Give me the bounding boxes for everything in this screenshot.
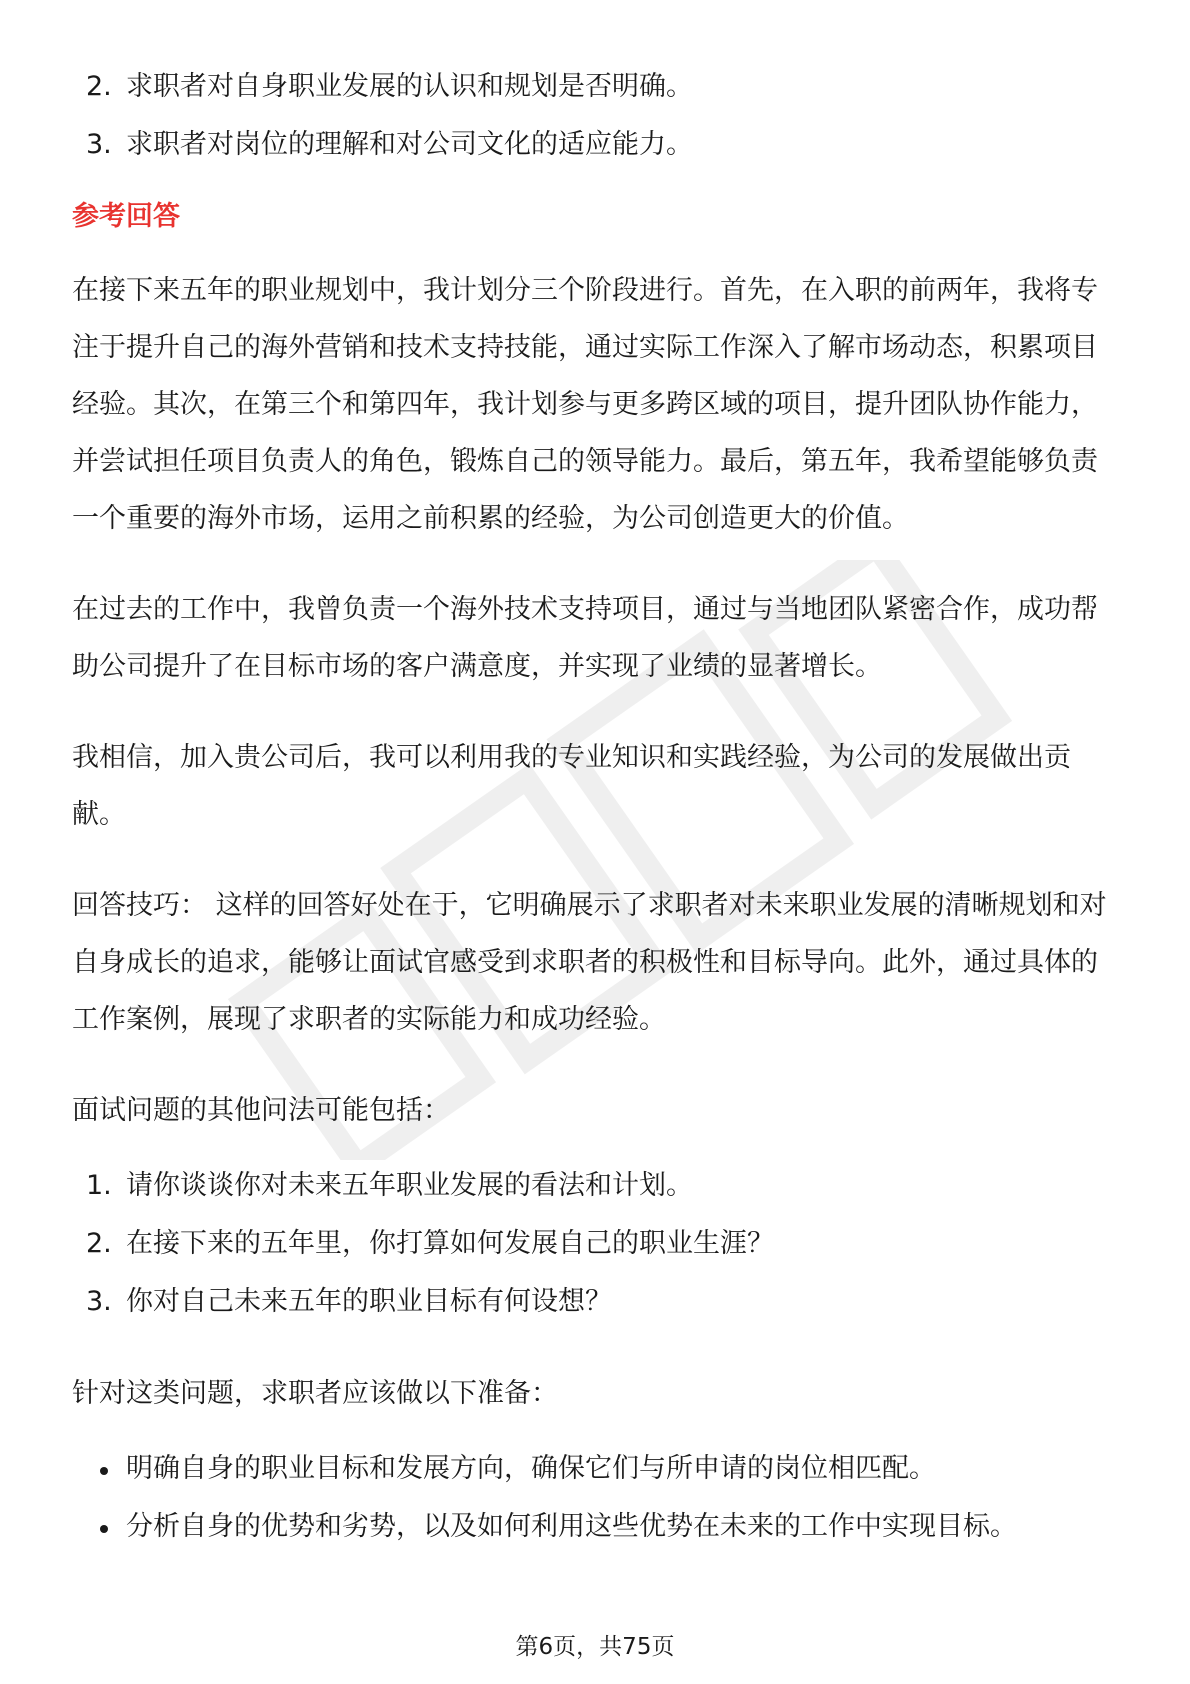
- tips-paragraph: 回答技巧： 这样的回答好处在于，它明确展示了求职者对未来职业发展的清晰规划和对自身成长的追求，能够让面试官感受到求职者的积极性和目标导向。此外，通过具体的工作案例，展现了求职者的实际能力和成功经验。: [72, 890, 1107, 1035]
- list-item: [72, 1273, 1118, 1331]
- bullet-dot-icon: [100, 1525, 108, 1533]
- experience-paragraph: 在过去的工作中，我曾负责一个海外技术支持项目，通过与当地团队紧密合作，成功帮助公司提升了在目标市场的客户满意度，并实现了业绩的显著增长。: [72, 594, 1098, 682]
- bullet-text: 明确自身的职业目标和发展方向，确保它们与所申请的岗位相匹配。: [126, 1453, 936, 1484]
- preparation-bullet-list: [72, 1440, 1118, 1556]
- bullet-item: [72, 1440, 1118, 1498]
- list-item: [72, 1157, 1118, 1215]
- bullet-dot-icon: [100, 1467, 108, 1475]
- list-item: [72, 1215, 1118, 1273]
- preparation-intro: 针对这类问题，求职者应该做以下准备：: [72, 1378, 558, 1409]
- list-item-number: 3.: [86, 1286, 112, 1317]
- answer-paragraph: 在接下来五年的职业规划中，我计划分三个阶段进行。首先，在入职的前两年，我将专注于提升自己的海外营销和技术支持技能，通过实际工作深入了解市场动态，积累项目经验。其次，在第三个和第四年，我计划参与更多跨区域的项目，提升团队协作能力，并尝试担任项目负责人的角色，锻炼自己的领导能力。最后，第五年，我希望能够负责一个重要的海外市场，运用之前积累的经验，为公司创造更大的价值。: [72, 275, 1098, 534]
- list-item-number: 2.: [86, 1228, 112, 1259]
- list-item-text: 求职者对自身职业发展的认识和规划是否明确。: [126, 71, 693, 102]
- alternate-questions-list: [72, 1157, 1118, 1331]
- bullet-text: 分析自身的优势和劣势，以及如何利用这些优势在未来的工作中实现目标。: [126, 1511, 1017, 1542]
- closing-paragraph: 我相信，加入贵公司后，我可以利用我的专业知识和实践经验，为公司的发展做出贡献。: [72, 742, 1071, 830]
- list-item-text: 求职者对岗位的理解和对公司文化的适应能力。: [126, 129, 693, 160]
- page-content: [72, 58, 1118, 1556]
- list-item-number: 2.: [86, 71, 112, 102]
- evaluation-points-list: [72, 58, 1118, 174]
- reference-answer-heading: 参考回答: [72, 201, 180, 232]
- list-item-number: 1.: [86, 1170, 112, 1201]
- alternate-questions-intro: 面试问题的其他问法可能包括：: [72, 1095, 450, 1126]
- list-item-number: 3.: [86, 129, 112, 160]
- list-item-text: 你对自己未来五年的职业目标有何设想？: [126, 1286, 612, 1317]
- bullet-item: [72, 1498, 1118, 1556]
- list-item: [72, 58, 1118, 116]
- page-number-footer: 第6页，共75页: [515, 1634, 675, 1660]
- list-item: [72, 116, 1118, 174]
- list-item-text: 在接下来的五年里，你打算如何发展自己的职业生涯？: [126, 1228, 774, 1259]
- list-item-text: 请你谈谈你对未来五年职业发展的看法和计划。: [126, 1170, 693, 1201]
